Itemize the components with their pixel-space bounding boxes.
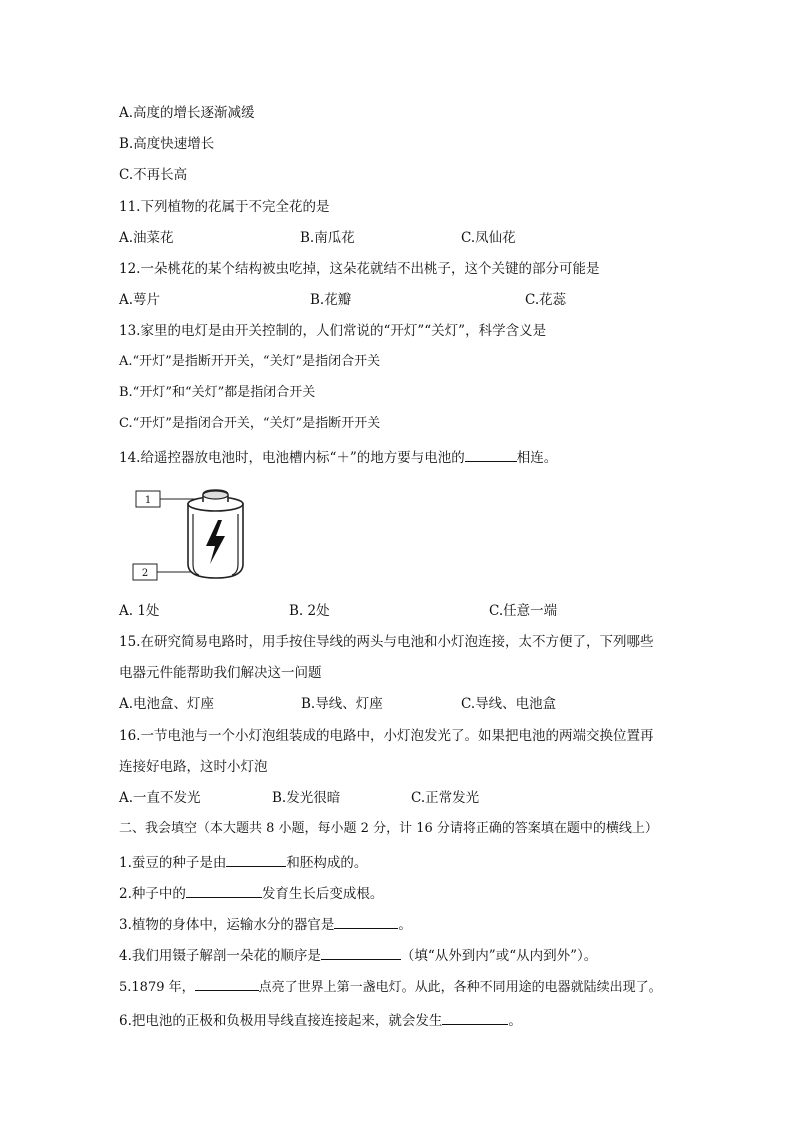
q15-stem-line-1: 15.在研究简易电路时，用手按住导线的两头与电池和小灯泡连接，太不方便了，下列哪些 bbox=[119, 634, 654, 650]
q11-option-b: B.南瓜花 bbox=[300, 230, 355, 246]
q14-stem bbox=[119, 447, 557, 467]
fill-3-after: 。 bbox=[398, 917, 412, 933]
fill-4-after: （填“从外到内”或“从内到外”）。 bbox=[400, 948, 598, 964]
fill-3-blank[interactable] bbox=[334, 914, 398, 929]
fill-4-blank[interactable] bbox=[321, 945, 401, 960]
q15-stem-line-2: 电器元件能帮助我们解决这一问题 bbox=[119, 665, 322, 681]
q13-option-c: C.“开灯”是指闭合开关，“关灯”是指断开开关 bbox=[119, 416, 381, 431]
q16-stem-line-1: 16.一节电池与一个小灯泡组装成的电路中，小灯泡发光了。如果把电池的两端交换位置再 bbox=[119, 728, 654, 744]
fill-2-blank[interactable] bbox=[186, 883, 262, 898]
q14-option-c: C.任意一端 bbox=[489, 603, 558, 619]
fill-5-blank[interactable] bbox=[195, 976, 259, 991]
q11-stem: 11.下列植物的花属于不完全花的是 bbox=[119, 199, 330, 215]
q12-stem: 12.一朵桃花的某个结构被虫吃掉，这朵花就结不出桃子，这个关键的部分可能是 bbox=[119, 261, 600, 277]
fill-5-after: 点亮了世界上第一盏电灯。从此，各种不同用途的电器就陆续出现了。 bbox=[258, 980, 662, 995]
q10-option-c: C.不再长高 bbox=[119, 167, 188, 183]
q16-option-c: C.正常发光 bbox=[411, 790, 480, 806]
q14-option-a: A. 1处 bbox=[119, 603, 160, 619]
fill-6-after: 。 bbox=[508, 1013, 522, 1029]
fill-1-blank[interactable] bbox=[226, 852, 286, 867]
fill-2 bbox=[119, 883, 383, 903]
q11-option-a: A.油菜花 bbox=[119, 230, 174, 246]
q14-option-b: B. 2处 bbox=[289, 603, 330, 619]
q14-stem-before: 14.给遥控器放电池时，电池槽内标“＋”的地方要与电池的 bbox=[119, 450, 465, 466]
label-2: 2 bbox=[141, 568, 149, 579]
q11-option-c: C.凤仙花 bbox=[461, 230, 516, 246]
q16-option-a: A.一直不发光 bbox=[119, 790, 201, 806]
fill-1 bbox=[119, 852, 367, 872]
fill-5-before: 5.1879 年， bbox=[119, 980, 195, 995]
fill-5 bbox=[119, 976, 662, 997]
section-2-heading: 二、我会填空（本大题共 8 小题，每小题 2 分，计 16 分请将正确的答案填在题中的横线上） bbox=[119, 821, 658, 836]
q12-option-b: B.花瓣 bbox=[310, 292, 352, 308]
fill-4 bbox=[119, 945, 597, 965]
q16-stem-line-2: 连接好电路，这时小灯泡 bbox=[119, 759, 268, 775]
fill-6-blank[interactable] bbox=[442, 1010, 508, 1025]
fill-2-before: 2.种子中的 bbox=[119, 886, 186, 902]
q13-option-b: B.“开灯”和“关灯”都是指闭合开关 bbox=[119, 385, 316, 400]
label-1: 1 bbox=[144, 495, 152, 506]
q14-stem-after: 相连。 bbox=[516, 450, 558, 466]
q16-option-b: B.发光很暗 bbox=[272, 790, 341, 806]
fill-6 bbox=[119, 1010, 522, 1030]
q15-option-a: A.电池盒、灯座 bbox=[119, 696, 215, 712]
battery-icon bbox=[188, 490, 243, 578]
q14-answer-blank[interactable] bbox=[465, 447, 517, 462]
q13-stem: 13.家里的电灯是由开关控制的，人们常说的“开灯”“关灯”，科学含义是 bbox=[119, 323, 547, 339]
battery-figure bbox=[130, 486, 250, 586]
q10-option-b: B.高度快速增长 bbox=[119, 136, 215, 152]
fill-1-after: 和胚构成的。 bbox=[286, 855, 368, 871]
fill-6-before: 6.把电池的正极和负极用导线直接连接起来，就会发生 bbox=[119, 1013, 443, 1029]
fill-3 bbox=[119, 914, 412, 934]
q10-option-a: A.高度的增长逐渐减缓 bbox=[119, 105, 255, 121]
fill-1-before: 1.蚕豆的种子是由 bbox=[119, 855, 227, 871]
q12-option-a: A.萼片 bbox=[119, 292, 161, 308]
q13-option-a: A.“开灯”是指断开开关，“关灯”是指闭合开关 bbox=[119, 354, 381, 369]
q15-option-c: C.导线、电池盒 bbox=[461, 696, 557, 712]
fill-2-after: 发育生长后变成根。 bbox=[261, 886, 384, 902]
fill-4-before: 4.我们用镊子解剖一朵花的顺序是 bbox=[119, 948, 321, 964]
fill-3-before: 3.植物的身体中，运输水分的器官是 bbox=[119, 917, 335, 933]
q15-option-b: B.导线、灯座 bbox=[301, 696, 383, 712]
q12-option-c: C.花蕊 bbox=[525, 292, 567, 308]
